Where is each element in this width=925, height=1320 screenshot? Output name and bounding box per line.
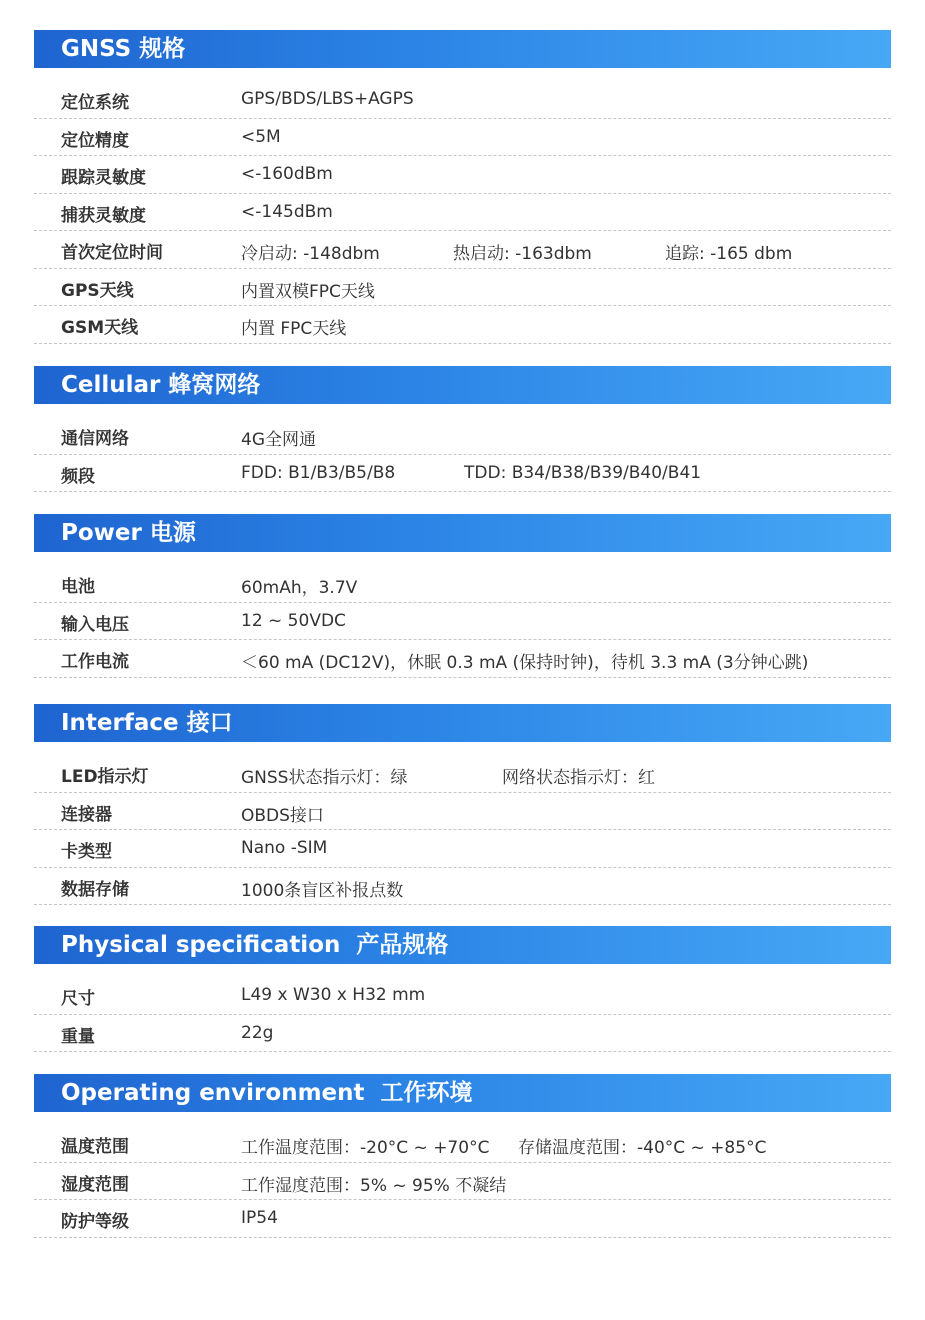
section-gnss: [34, 30, 891, 344]
spec-value: <-160dBm: [241, 164, 333, 184]
spec-value: OBDS接口: [241, 805, 324, 826]
spec-label: 首次定位时间: [61, 243, 163, 263]
spec-row: [34, 119, 891, 157]
spec-row: [34, 156, 891, 194]
spec-row: [34, 231, 891, 269]
section-header: Power 电源: [34, 514, 891, 552]
section-header: Operating environment 工作环境: [34, 1074, 891, 1112]
spec-label: 定位精度: [61, 130, 129, 151]
spec-value: <5M: [241, 126, 281, 147]
spec-row: [34, 455, 891, 493]
spec-table: [34, 81, 891, 344]
spec-value: ＜60 mA (DC12V)，休眠 0.3 mA (保持时钟)，待机 3.3 mA (3分钟心跳): [241, 653, 809, 673]
spec-row: [34, 269, 891, 307]
spec-label: 工作电流: [61, 652, 129, 672]
spec-row: [34, 1200, 891, 1238]
spec-row: [34, 977, 891, 1015]
spec-table: [34, 977, 891, 1052]
section-physical: [34, 926, 891, 1052]
spec-table: [34, 565, 891, 678]
section-header: Interface 接口: [34, 704, 891, 742]
spec-row: [34, 81, 891, 119]
spec-value: L49 x W30 x H32 mm: [241, 985, 426, 1005]
spec-table: [34, 1125, 891, 1238]
spec-value: 1000条盲区补报点数: [241, 880, 404, 901]
spec-value: 追踪: -165 dbm: [665, 244, 793, 264]
spec-label: 定位系统: [61, 93, 129, 113]
spec-label: 温度范围: [61, 1137, 129, 1157]
spec-label: 重量: [61, 1026, 95, 1047]
spec-row: [34, 755, 891, 793]
spec-row: [34, 868, 891, 906]
spec-value: <-145dBm: [241, 201, 333, 222]
spec-table: [34, 417, 891, 492]
spec-row: [34, 1015, 891, 1053]
section-interface: [34, 704, 891, 905]
spec-value: TDD: B34/B38/B39/B40/B41: [464, 462, 702, 483]
spec-label: GSM天线: [61, 318, 139, 338]
spec-row: [34, 830, 891, 868]
spec-value: 工作温度范围：-20°C ~ +70°C: [241, 1138, 490, 1158]
spec-value: 60mAh，3.7V: [241, 578, 358, 598]
spec-label: 防护等级: [61, 1212, 129, 1232]
spec-row: [34, 565, 891, 603]
section-cellular: [34, 366, 891, 492]
spec-row: [34, 640, 891, 678]
spec-row: [34, 1163, 891, 1201]
section-header: Physical specification 产品规格: [34, 926, 891, 964]
spec-value: 存储温度范围：-40°C ~ +85°C: [518, 1138, 767, 1158]
spec-value: GNSS状态指示灯：绿: [241, 768, 408, 788]
spec-value: 网络状态指示灯：红: [502, 768, 655, 788]
spec-table: [34, 755, 891, 905]
spec-label: 尺寸: [61, 989, 95, 1009]
spec-value: IP54: [241, 1208, 278, 1228]
spec-label: LED指示灯: [61, 767, 149, 787]
spec-value: Nano -SIM: [241, 838, 328, 858]
spec-label: 通信网络: [61, 429, 129, 449]
spec-label: 捕获灵敏度: [61, 205, 146, 226]
section-power: [34, 514, 891, 678]
spec-row: [34, 417, 891, 455]
spec-label: 输入电压: [61, 614, 129, 635]
spec-label: 电池: [61, 577, 95, 597]
spec-value: 内置 FPC天线: [241, 319, 347, 339]
spec-label: 卡类型: [61, 842, 112, 862]
spec-value: 内置双模FPC天线: [241, 281, 375, 302]
spec-label: 湿度范围: [61, 1174, 129, 1195]
section-header: Cellular 蜂窝网络: [34, 366, 891, 404]
spec-value: 22g: [241, 1022, 274, 1043]
spec-value: 工作湿度范围：5% ~ 95% 不凝结: [241, 1175, 507, 1196]
spec-value: GPS/BDS/LBS+AGPS: [241, 89, 414, 109]
spec-label: 数据存储: [61, 879, 129, 900]
spec-value: 12 ~ 50VDC: [241, 610, 346, 631]
spec-row: [34, 793, 891, 831]
spec-row: [34, 1125, 891, 1163]
spec-value: 4G全网通: [241, 430, 316, 450]
spec-label: 连接器: [61, 804, 112, 825]
spec-value: FDD: B1/B3/B5/B8: [241, 462, 396, 483]
spec-row: [34, 306, 891, 344]
spec-row: [34, 194, 891, 232]
spec-label: 跟踪灵敏度: [61, 168, 146, 188]
spec-value: 冷启动: -148dbm: [241, 244, 380, 264]
section-environment: [34, 1074, 891, 1238]
spec-value: 热启动: -163dbm: [453, 244, 592, 264]
spec-label: GPS天线: [61, 280, 134, 301]
section-header: GNSS 规格: [34, 30, 891, 68]
spec-label: 频段: [61, 466, 95, 487]
spec-row: [34, 603, 891, 641]
